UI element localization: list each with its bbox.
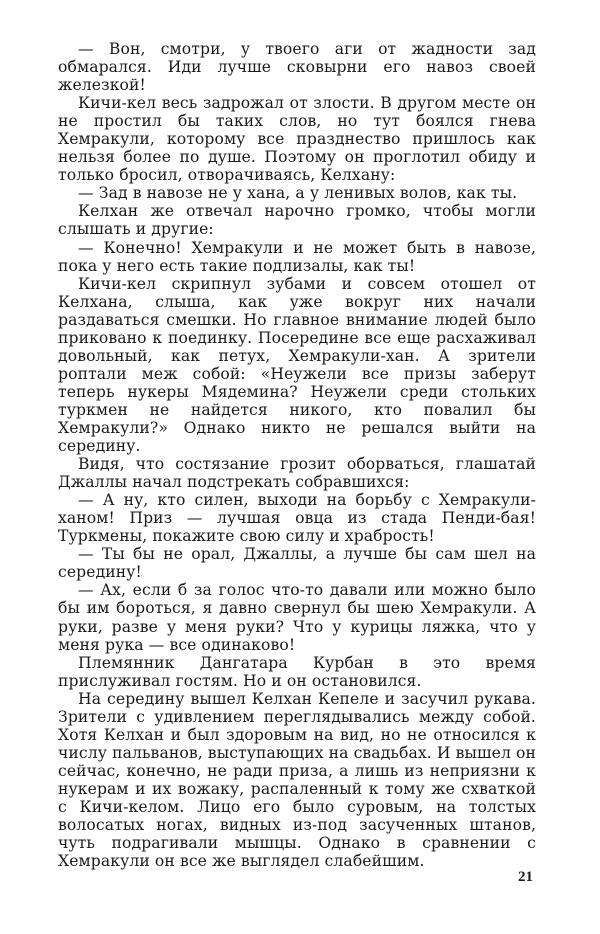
page-number: 21 <box>518 869 533 885</box>
paragraph-1: — Вон, смотри, у твоего аги от жадности зад обмарался. Иди лучше сковырни его навоз своей железкой! <box>58 40 536 95</box>
paragraph-7: Видя, что состязание грозит оборваться, глашатай Джаллы начал подстрекать собравшихся: <box>58 455 536 492</box>
paragraph-8: — А ну, кто силен, выходи на борьбу с Хемракули-ханом! Приз — лучшая овца из стада Пенди-бая! Туркмены, покажите свою силу и храбрость! <box>58 491 536 546</box>
paragraph-9: — Ты бы не орал, Джаллы, а лучше бы сам шел на середину! <box>58 545 536 582</box>
paragraph-6: Кичи-кел скрипнул зубами и совсем отошел от Келхана, слыша, как уже вокруг них начали раздаваться смешки. Но главное внимание людей было приковано к поединку. Посередине все еще расхаживал довольный, как петух, Хемракули-хан. А зрители роптали меж собой: «Неужели все призы заберут теперь нукеры Мядемина? Неужели среди стольких туркмен не найдется никого, кто повалил бы Хемракули?» Однако никто не решался выйти на середину. <box>58 274 536 456</box>
paragraph-11: Племянник Дангатара Курбан в это время прислуживал гостям. Но и он остановился. <box>58 653 536 690</box>
paragraph-10: — Ах, если б за голос что-то давали или можно было бы им бороться, я давно свернул бы шею Хемракули. А руки, разве у меня руки? Что у курицы ляжка, что у меня рука — все одинаково! <box>58 581 536 654</box>
page-body <box>58 40 536 870</box>
paragraph-2: Кичи-кел весь задрожал от злости. В другом месте он не простил бы таких слов, но тут боялся гнева Хемракули, которому все празднество пришлось как нельзя более по душе. Поэтому он проглотил обиду и только бросил, отворачиваясь, Келхану: <box>58 94 536 185</box>
paragraph-5: — Конечно! Хемракули и не может быть в навозе, пока у него есть такие подлизалы, как ты! <box>58 238 536 275</box>
paragraph-3: — Зад в навозе не у хана, а у ленивых волов, как ты. <box>78 184 518 203</box>
paragraph-4: Келхан же отвечал нарочно громко, чтобы могли слышать и другие: <box>58 202 536 239</box>
paragraph-12: На середину вышел Келхан Кепеле и засучил рукава. Зрители с удивлением переглядывались между собой. Хотя Келхан и был здоровым на вид, но не относился к числу пальванов, выступающих на свадьбах. И вышел он сейчас, конечно, не ради приза, а лишь из неприязни к нукерам и их вожаку, распаленный к тому же схваткой с Кичи-келом. Лицо его было суровым, на толстых волосатых ногах, видных из-под засученных штанов, чуть подрагивали мышцы. Однако в сравнении с Хемракули он все же выглядел слабейшим. <box>58 689 536 871</box>
